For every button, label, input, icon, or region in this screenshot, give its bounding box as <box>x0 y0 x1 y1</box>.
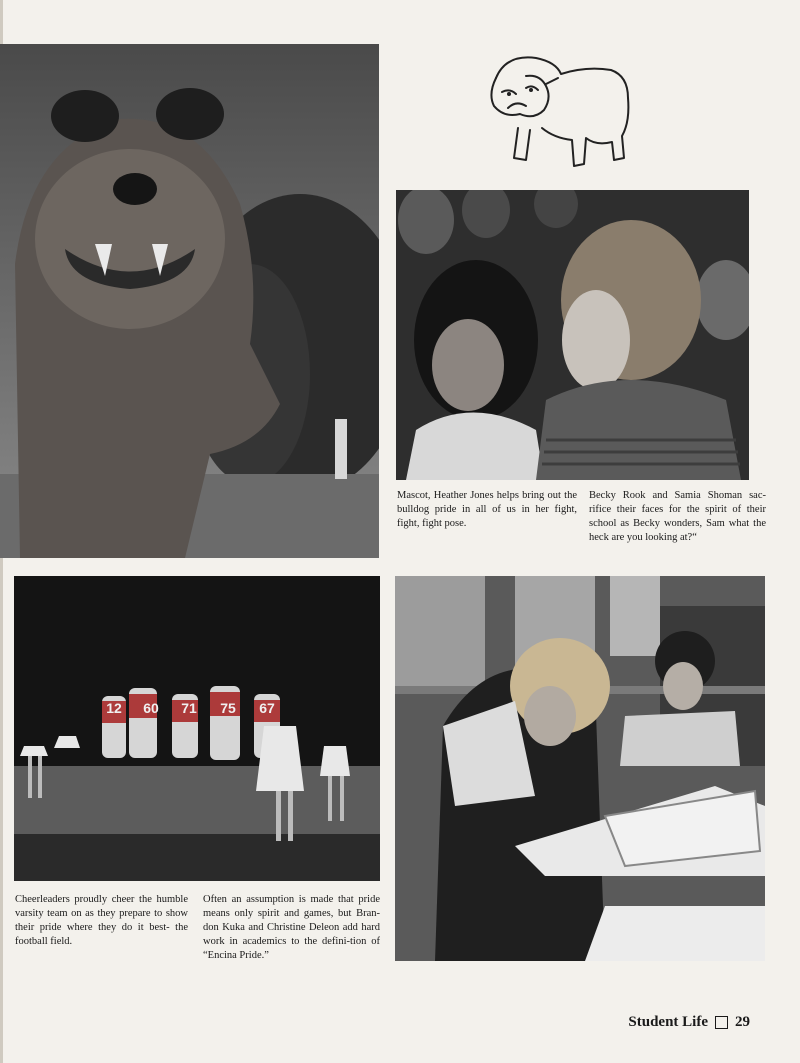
section-title: Student Life <box>628 1014 708 1030</box>
cheerleaders-caption: Cheerleaders proudly cheer the humble varsity team on as they prepare to show their pride where they do it best- the football field. <box>15 894 188 947</box>
jersey-number: 71 <box>181 700 197 716</box>
mascot-caption: Mascot, Heather Jones helps bring out the bulldog pride in all of us in her fight, fight, fight pose. <box>397 490 577 529</box>
face-paint-caption: Becky Rook and Samia Shoman sac-rifice their faces for the spirit of their school as Becky wonders, Sam what the heck are you looking at?“ <box>589 490 766 543</box>
jersey-number: 12 <box>106 700 122 716</box>
jersey-number: 60 <box>143 700 159 716</box>
cheerleaders-photo <box>14 576 380 881</box>
jersey-number: 67 <box>259 700 275 716</box>
jersey-number: 75 <box>220 700 236 716</box>
page-number: 29 <box>735 1014 750 1030</box>
page-footer <box>628 1014 750 1031</box>
mascot-photo <box>0 44 379 558</box>
classroom-photo <box>395 576 765 961</box>
face-paint-photo <box>396 190 749 480</box>
square-bullet-icon <box>715 1016 728 1029</box>
bulldog-sketch-icon <box>486 48 634 172</box>
encina-pride-caption: Often an assumption is made that pride means only spirit and games, but Bran-don Kuka and Christine Deleon add hard work in academics to the defini-tion of “Encina Pride.” <box>203 894 380 961</box>
